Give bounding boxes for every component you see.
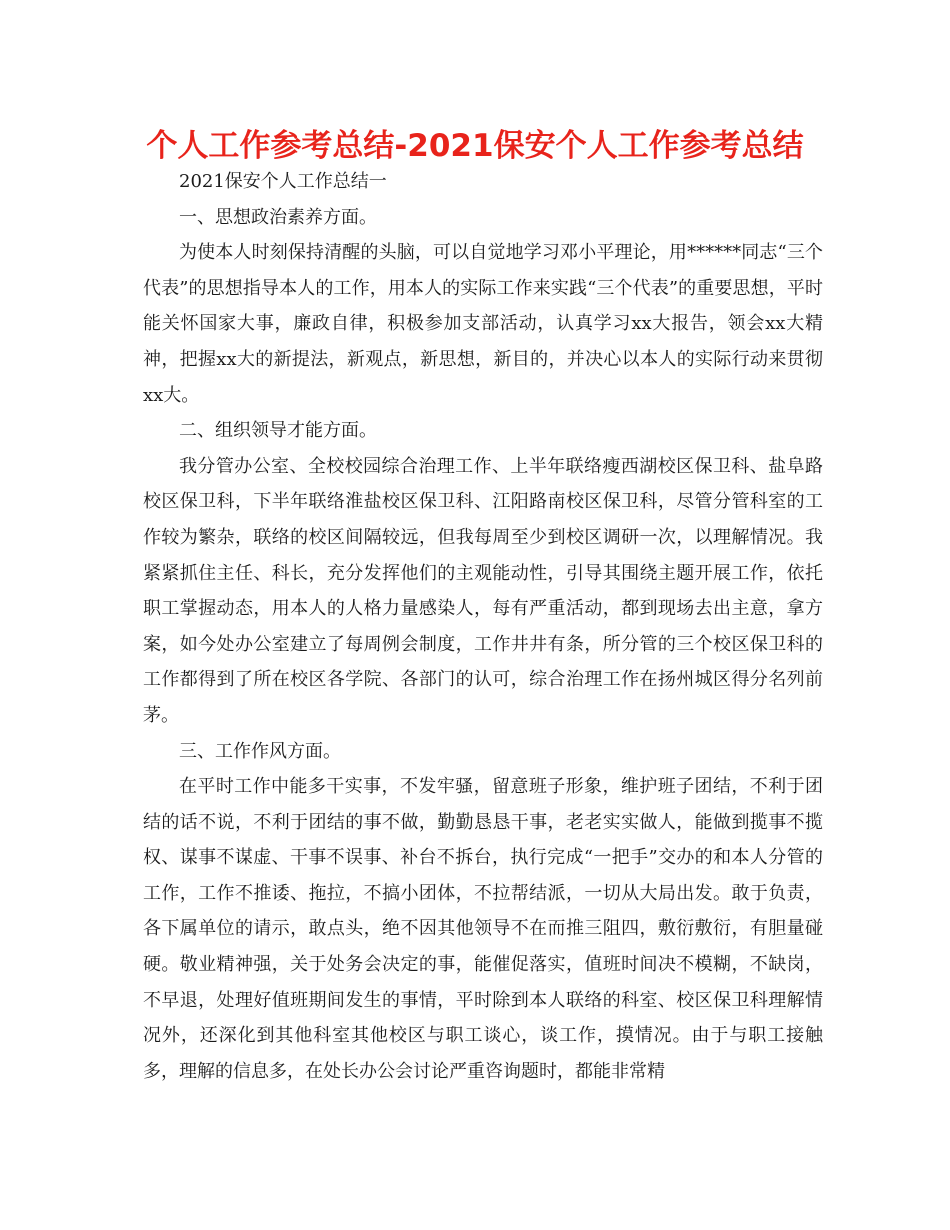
section-heading: 二、组织领导才能方面。 (179, 420, 377, 442)
paragraph: 在平时工作中能多干实事，不发牢骚，留意班子形象，维护班子团结，不利于团结的话不说，不利于团结的事不做，勤勤恳恳干事，老老实实做人，能做到揽事不揽权、谋事不谋虚、干事不误事、补台不拆台，执行完成“一把手”交办的和本人分管的工作，工作不推诿、拖拉，不搞小团体，不拉帮结派，一切从大局出发。敢于负责，各下属单位的请示，敢点头，绝不因其他领导不在而推三阻四，敷衍敷衍，有胆量碰硬。敬业精神强，关于处务会决定的事，能催促落实，值班时间决不模糊，不缺岗，不早退，处理好值班期间发生的事情，平时除到本人联络的科室、校区保卫科理解情况外，还深化到其他科室其他校区与职工谈心，谈工作，摸情况。由于与职工接触多，理解的信息多，在处长办公会讨论严重咨询题时，都能非常精 (143, 776, 823, 1082)
paragraph: 2021保安个人工作总结一 (179, 171, 387, 192)
document-title: 个人工作参考总结-2021保安个人工作参考总结 (146, 128, 804, 164)
section-heading: 一、思想政治素养方面。 (179, 206, 377, 228)
section-heading: 三、工作作风方面。 (179, 740, 341, 762)
document-body (143, 164, 823, 1089)
paragraph: 我分管办公室、全校校园综合治理工作、上半年联络瘦西湖校区保卫科、盐阜路校区保卫科，下半年联络淮盐校区保卫科、江阳路南校区保卫科，尽管分管科室的工作较为繁杂，联络的校区间隔较远，但我每周至少到校区调研一次，以理解情况。我紧紧抓住主任、科长，充分发挥他们的主观能动性，引导其围绕主题开展工作，依托职工掌握动态，用本人的人格力量感染人，每有严重活动，都到现场去出主意，拿方案，如今处办公室建立了每周例会制度，工作井井有条，所分管的三个校区保卫科的工作都得到了所在校区各学院、各部门的认可，综合治理工作在扬州城区得分名列前茅。 (143, 455, 823, 726)
paragraph: 为使本人时刻保持清醒的头脑，可以自觉地学习邓小平理论，用******同志“三个代表”的思想指导本人的工作，用本人的实际工作来实践“三个代表”的重要思想，平时能关怀国家大事，廉政自律，积极参加支部活动，认真学习xx大报告，领会xx大精神，把握xx大的新提法，新观点，新思想，新目的，并决心以本人的实际行动来贯彻xx大。 (143, 242, 823, 406)
